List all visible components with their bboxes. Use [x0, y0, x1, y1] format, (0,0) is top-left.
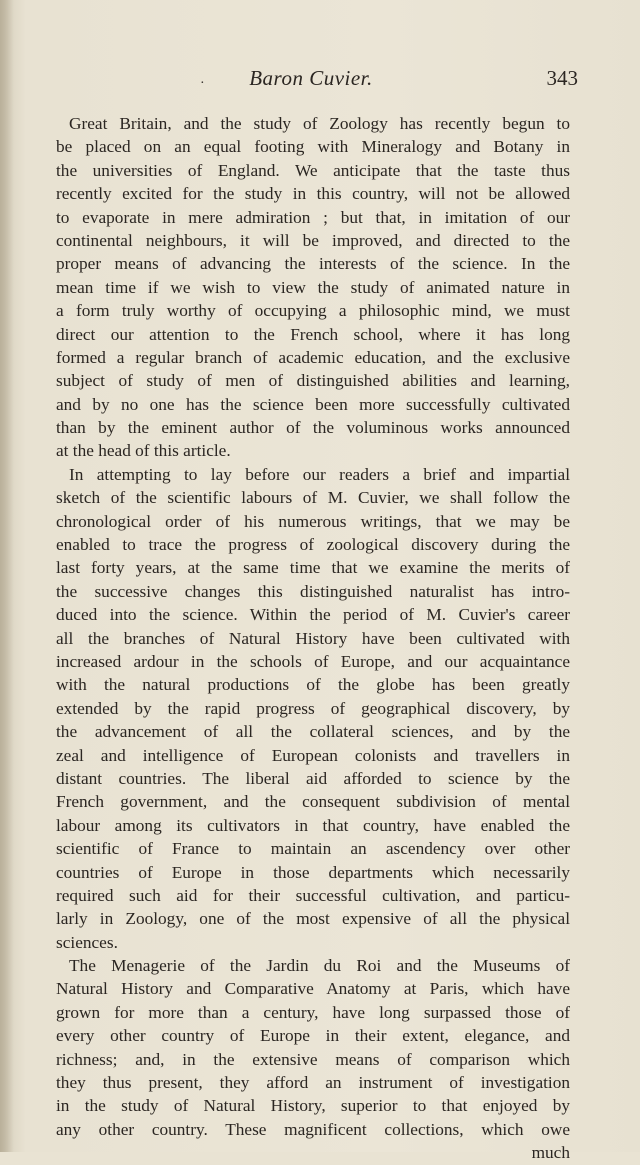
text-line: richness; and, in the extensive means of comparison which: [56, 1049, 570, 1069]
page-number: 343: [546, 66, 578, 90]
page-header: [44, 66, 578, 94]
text-line: to evaporate in mere admiration ; but that, in imitation of our: [56, 207, 570, 227]
text-line: at the head of this article.: [56, 441, 231, 461]
text-line: subject of study of men of distinguished abilities and learning,: [56, 371, 570, 391]
text-line: be placed on an equal footing with Mineralogy and Botany in: [56, 137, 570, 157]
text-line: proper means of advancing the interests of the science. In the: [56, 254, 570, 274]
text-line: required such aid for their successful cultivation, and particu-: [56, 885, 570, 905]
text-line: French government, and the consequent subdivision of mental: [56, 792, 570, 812]
text-line: scientific of France to maintain an ascendency over other: [56, 839, 570, 859]
text-line: distant countries. The liberal aid afforded to science by the: [56, 768, 570, 788]
text-line: formed a regular branch of academic education, and the exclusive: [56, 347, 570, 367]
paragraph: [56, 954, 570, 1141]
text-line: last forty years, at the same time that we examine the merits of: [56, 558, 570, 578]
text-line: In attempting to lay before our readers a brief and impartial: [69, 464, 570, 484]
catchword: much: [531, 1143, 570, 1163]
text-line: sketch of the scientific labours of M. Cuvier, we shall follow the: [56, 488, 570, 508]
text-line: a form truly worthy of occupying a philosophic mind, we must: [56, 301, 570, 321]
text-line: increased ardour in the schools of Europe, and our acquaintance: [56, 651, 570, 671]
text-line: The Menagerie of the Jardin du Roi and the Museums of: [69, 956, 570, 976]
text-line: Natural History and Comparative Anatomy at Paris, which have: [56, 979, 570, 999]
text-line: recently excited for the study in this country, will not be allowed: [56, 184, 570, 204]
text-line: than by the eminent author of the voluminous works announced: [56, 418, 570, 438]
text-line: the advancement of all the collateral sciences, and by the: [56, 722, 570, 742]
text-line: chronological order of his numerous writings, that we may be: [56, 511, 570, 531]
text-line: every other country of Europe in their extent, elegance, and: [56, 1026, 570, 1046]
running-title: Baron Cuvier.: [249, 66, 373, 90]
text-line: any other country. These magnificent collections, which owe: [56, 1119, 570, 1139]
text-line: duced into the science. Within the period of M. Cuvier's career: [56, 605, 570, 625]
text-line: countries of Europe in those departments which necessarily: [56, 862, 570, 882]
text-line: zeal and intelligence of European colonists and travellers in: [56, 745, 570, 765]
text-line: in the study of Natural History, superior to that enjoyed by: [56, 1096, 570, 1116]
text-line: all the branches of Natural History have been cultivated with: [56, 628, 570, 648]
binding-shadow: [0, 0, 14, 1152]
text-line: mean time if we wish to view the study of animated nature in: [56, 277, 570, 297]
text-line: grown for more than a century, have long surpassed those of: [56, 1002, 570, 1022]
text-line: enabled to trace the progress of zoological discovery during the: [56, 535, 570, 555]
paragraph: [56, 112, 570, 463]
text-line: Great Britain, and the study of Zoology has recently begun to: [69, 114, 570, 133]
text-line: extended by the rapid progress of geographical discovery, by: [56, 698, 570, 718]
text-line: labour among its cultivators in that country, have enabled the: [56, 815, 570, 835]
text-line: larly in Zoology, one of the most expensive of all the physical: [56, 909, 570, 929]
paragraph: [56, 463, 570, 954]
text-line: they thus present, they afford an instrument of investigation: [56, 1073, 570, 1093]
text-line: continental neighbours, it will be improved, and directed to the: [56, 230, 570, 250]
body-text: [56, 112, 570, 1165]
text-line: direct our attention to the French school, where it has long: [56, 324, 570, 344]
text-line: sciences.: [56, 932, 118, 952]
text-line: the universities of England. We anticipate that the taste thus: [56, 160, 570, 180]
text-line: the successive changes this distinguished naturalist has intro-: [56, 581, 570, 601]
text-line: with the natural productions of the globe has been greatly: [56, 675, 570, 695]
header-bullet: ·: [200, 76, 205, 91]
text-line: and by no one has the science been more successfully cultivated: [56, 394, 570, 414]
